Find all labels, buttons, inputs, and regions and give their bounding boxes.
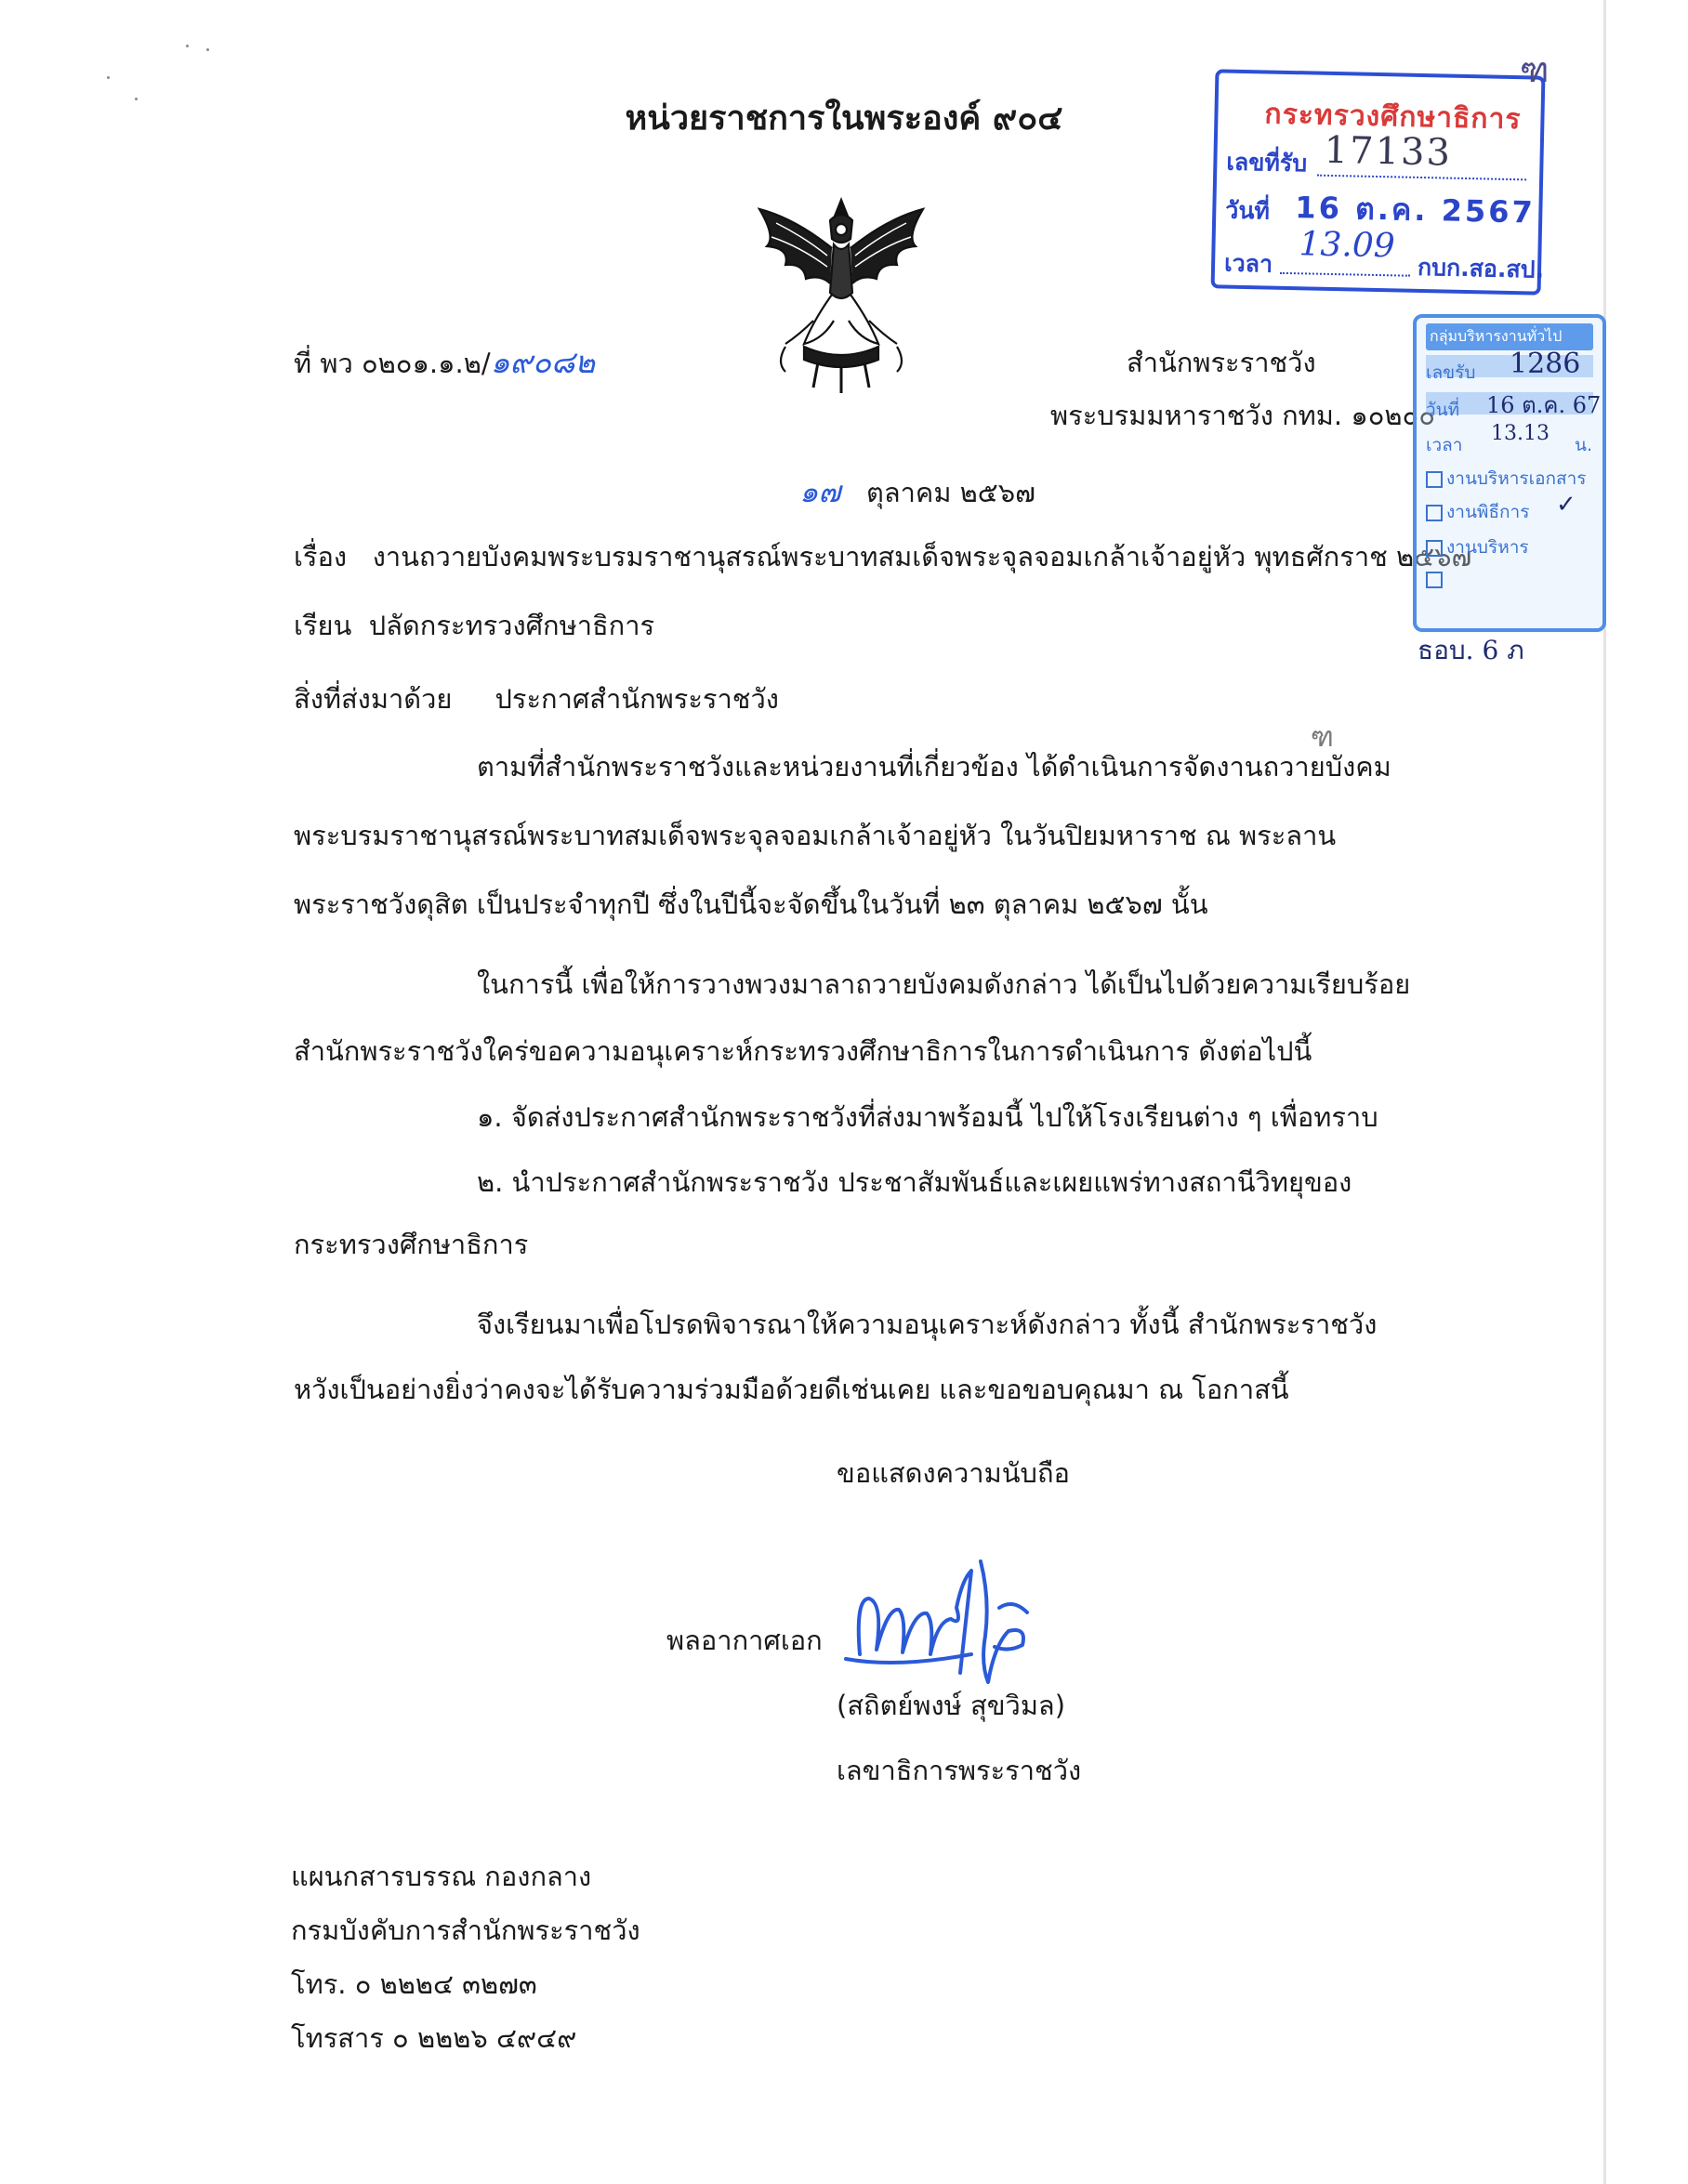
body-p1-line1: ตามที่สำนักพระราชวังและหน่วยงานที่เกี่ยวข้อง ได้ดำเนินการจัดงานถวายบังคม	[477, 751, 1391, 783]
body-item2-line2: กระทรวงศึกษาธิการ	[294, 1229, 529, 1260]
receipt-stamp-number-label: เลขที่รับ	[1226, 148, 1308, 178]
division-stamp-option-ceremony: งานพิธีการ	[1426, 498, 1593, 526]
recipient-line	[294, 610, 654, 642]
receipt-stamp-time-label: เวลา	[1223, 249, 1273, 278]
signatory-name: (สถิตย์พงษ์ สุขวิมล)	[837, 1690, 1066, 1721]
sender-address-line2: พระบรมมหาราชวัง กทม. ๑๐๒๐๐	[1050, 400, 1435, 431]
division-stamp-date: 16 ต.ค. 67	[1486, 392, 1602, 418]
division-stamp-time-label: เวลา	[1426, 435, 1463, 455]
date-month-year: ตุลาคม ๒๕๖๗	[866, 477, 1035, 508]
division-stamp-date-label: วันที่	[1426, 400, 1460, 420]
division-stamp-note: ธอบ. 6 ภ	[1418, 635, 1524, 665]
checkbox-icon	[1426, 471, 1443, 488]
enclosure-line	[294, 683, 779, 716]
garuda-emblem	[748, 181, 934, 395]
letter-date	[799, 474, 1035, 509]
closing-para-line1: จึงเรียนมาเพื่อโปรดพิจารณาให้ความอนุเคราะห์ดังกล่าว ทั้งนี้ สำนักพระราชวัง	[477, 1309, 1378, 1340]
sender-address-line1: สำนักพระราชวัง	[1127, 347, 1316, 378]
recipient-label: เรียน	[294, 610, 352, 641]
division-stamp-number: 1286	[1510, 348, 1581, 380]
receipt-stamp-org: กระทรวงศึกษาธิการ	[1264, 98, 1522, 137]
contact-bureau: กรมบังคับการสำนักพระราชวัง	[291, 1914, 640, 1946]
body-p2-line2: สำนักพระราชวังใคร่ขอความอนุเคราะห์กระทรวงศึกษาธิการในการดำเนินการ ดังต่อไปนี้	[294, 1035, 1312, 1067]
letterhead-title: หน่วยราชการในพระองค์ ๙๐๔	[625, 99, 1063, 138]
checkbox-icon	[1426, 540, 1443, 557]
recipient-text: ปลัดกระทรวงศึกษาธิการ	[368, 610, 655, 641]
contact-fax: โทรสาร ๐ ๒๒๒๖ ๔๙๔๙	[291, 2022, 577, 2054]
scan-speck	[107, 76, 110, 79]
division-receipt-stamp	[1413, 314, 1606, 632]
handwritten-signature	[841, 1543, 1046, 1710]
enclosure-text: ประกาศสำนักพระราชวัง	[495, 683, 779, 715]
closing-para-line2: หวังเป็นอย่างยิ่งว่าคงจะได้รับความร่วมมือด้วยดีเช่นเคย และขอขอบคุณมา ณ โอกาสนี้	[294, 1374, 1289, 1405]
sign-off-closing: ขอแสดงความนับถือ	[837, 1457, 1070, 1489]
body-p1-line2: พระบรมราชานุสรณ์พระบาทสมเด็จพระจุลจอมเกล้าเจ้าอยู่หัว ในวันปิยมหาราช ณ พระลาน	[294, 820, 1337, 851]
receipt-stamp-time: 13.09	[1299, 225, 1396, 266]
division-stamp-time: 13.13	[1491, 422, 1550, 445]
receipt-stamp-date: 16 ต.ค. 2567	[1295, 190, 1536, 230]
contact-phone: โทร. ๐ ๒๒๒๔ ๓๒๗๓	[291, 1968, 537, 2000]
body-p2-line1: ในการนี้ เพื่อให้การวางพวงมาลาถวายบังคมดังกล่าว ได้เป็นไปด้วยความเรียบร้อย	[477, 968, 1411, 1000]
date-day-handwritten: ๑๗	[799, 474, 841, 509]
division-stamp-option-admin: งานบริหาร	[1426, 533, 1593, 561]
subject-text: งานถวายบังคมพระบรมราชานุสรณ์พระบาทสมเด็จพระจุลจอมเกล้าเจ้าอยู่หัว พุทธศักราช ๒๕๖๗	[372, 541, 1472, 572]
receipt-stamp-number: 17133	[1324, 128, 1453, 175]
checkbox-icon	[1426, 505, 1443, 521]
division-stamp-option-blank	[1426, 569, 1593, 589]
checkbox-icon	[1426, 572, 1443, 588]
division-stamp-time-suffix: น.	[1575, 435, 1593, 455]
subject-line	[294, 541, 1471, 573]
body-item1: ๑. จัดส่งประกาศสำนักพระราชวังที่ส่งมาพร้อมนี้ ไปให้โรงเรียนต่าง ๆ เพื่อทราบ	[477, 1101, 1378, 1133]
scan-speck	[186, 45, 189, 47]
division-stamp-number-label: เลขรับ	[1426, 362, 1476, 383]
signatory-position: เลขาธิการพระราชวัง	[837, 1755, 1082, 1786]
sign-off-rank: พลอากาศเอก	[666, 1625, 823, 1656]
scan-speck	[206, 48, 209, 51]
receipt-stamp-date-label: วันที่	[1225, 196, 1271, 225]
ministry-receipt-stamp	[1211, 69, 1546, 295]
body-p1-line3: พระราชวังดุสิต เป็นประจำทุกปี ซึ่งในปีนี้จะจัดขึ้นในวันที่ ๒๓ ตุลาคม ๒๕๖๗ นั้น	[294, 888, 1208, 920]
receipt-stamp-office: กบก.สอ.สป.	[1417, 253, 1545, 283]
division-stamp-header: กลุ่มบริหารงานทั่วไป	[1426, 323, 1593, 350]
reference-line	[294, 344, 595, 381]
body-item2-line1: ๒. นำประกาศสำนักพระราชวัง ประชาสัมพันธ์และเผยแพร่ทางสถานีวิทยุของ	[477, 1166, 1352, 1198]
reference-number-handwritten: ๑๙๐๘๒	[490, 344, 596, 380]
contact-department: แผนกสารบรรณ กองกลาง	[291, 1861, 592, 1892]
top-right-annotation: ฑ	[1520, 49, 1550, 90]
reference-prefix: ที่ พว ๐๒๐๑.๑.๒/	[294, 348, 491, 379]
enclosure-label: สิ่งที่ส่งมาด้วย	[294, 683, 453, 715]
division-stamp-option-docs: งานบริหารเอกสาร	[1426, 465, 1593, 493]
initial-annotation: ฑ	[1311, 721, 1334, 754]
subject-label: เรื่อง	[294, 541, 348, 572]
division-stamp-check-mark: ✓	[1556, 491, 1576, 519]
